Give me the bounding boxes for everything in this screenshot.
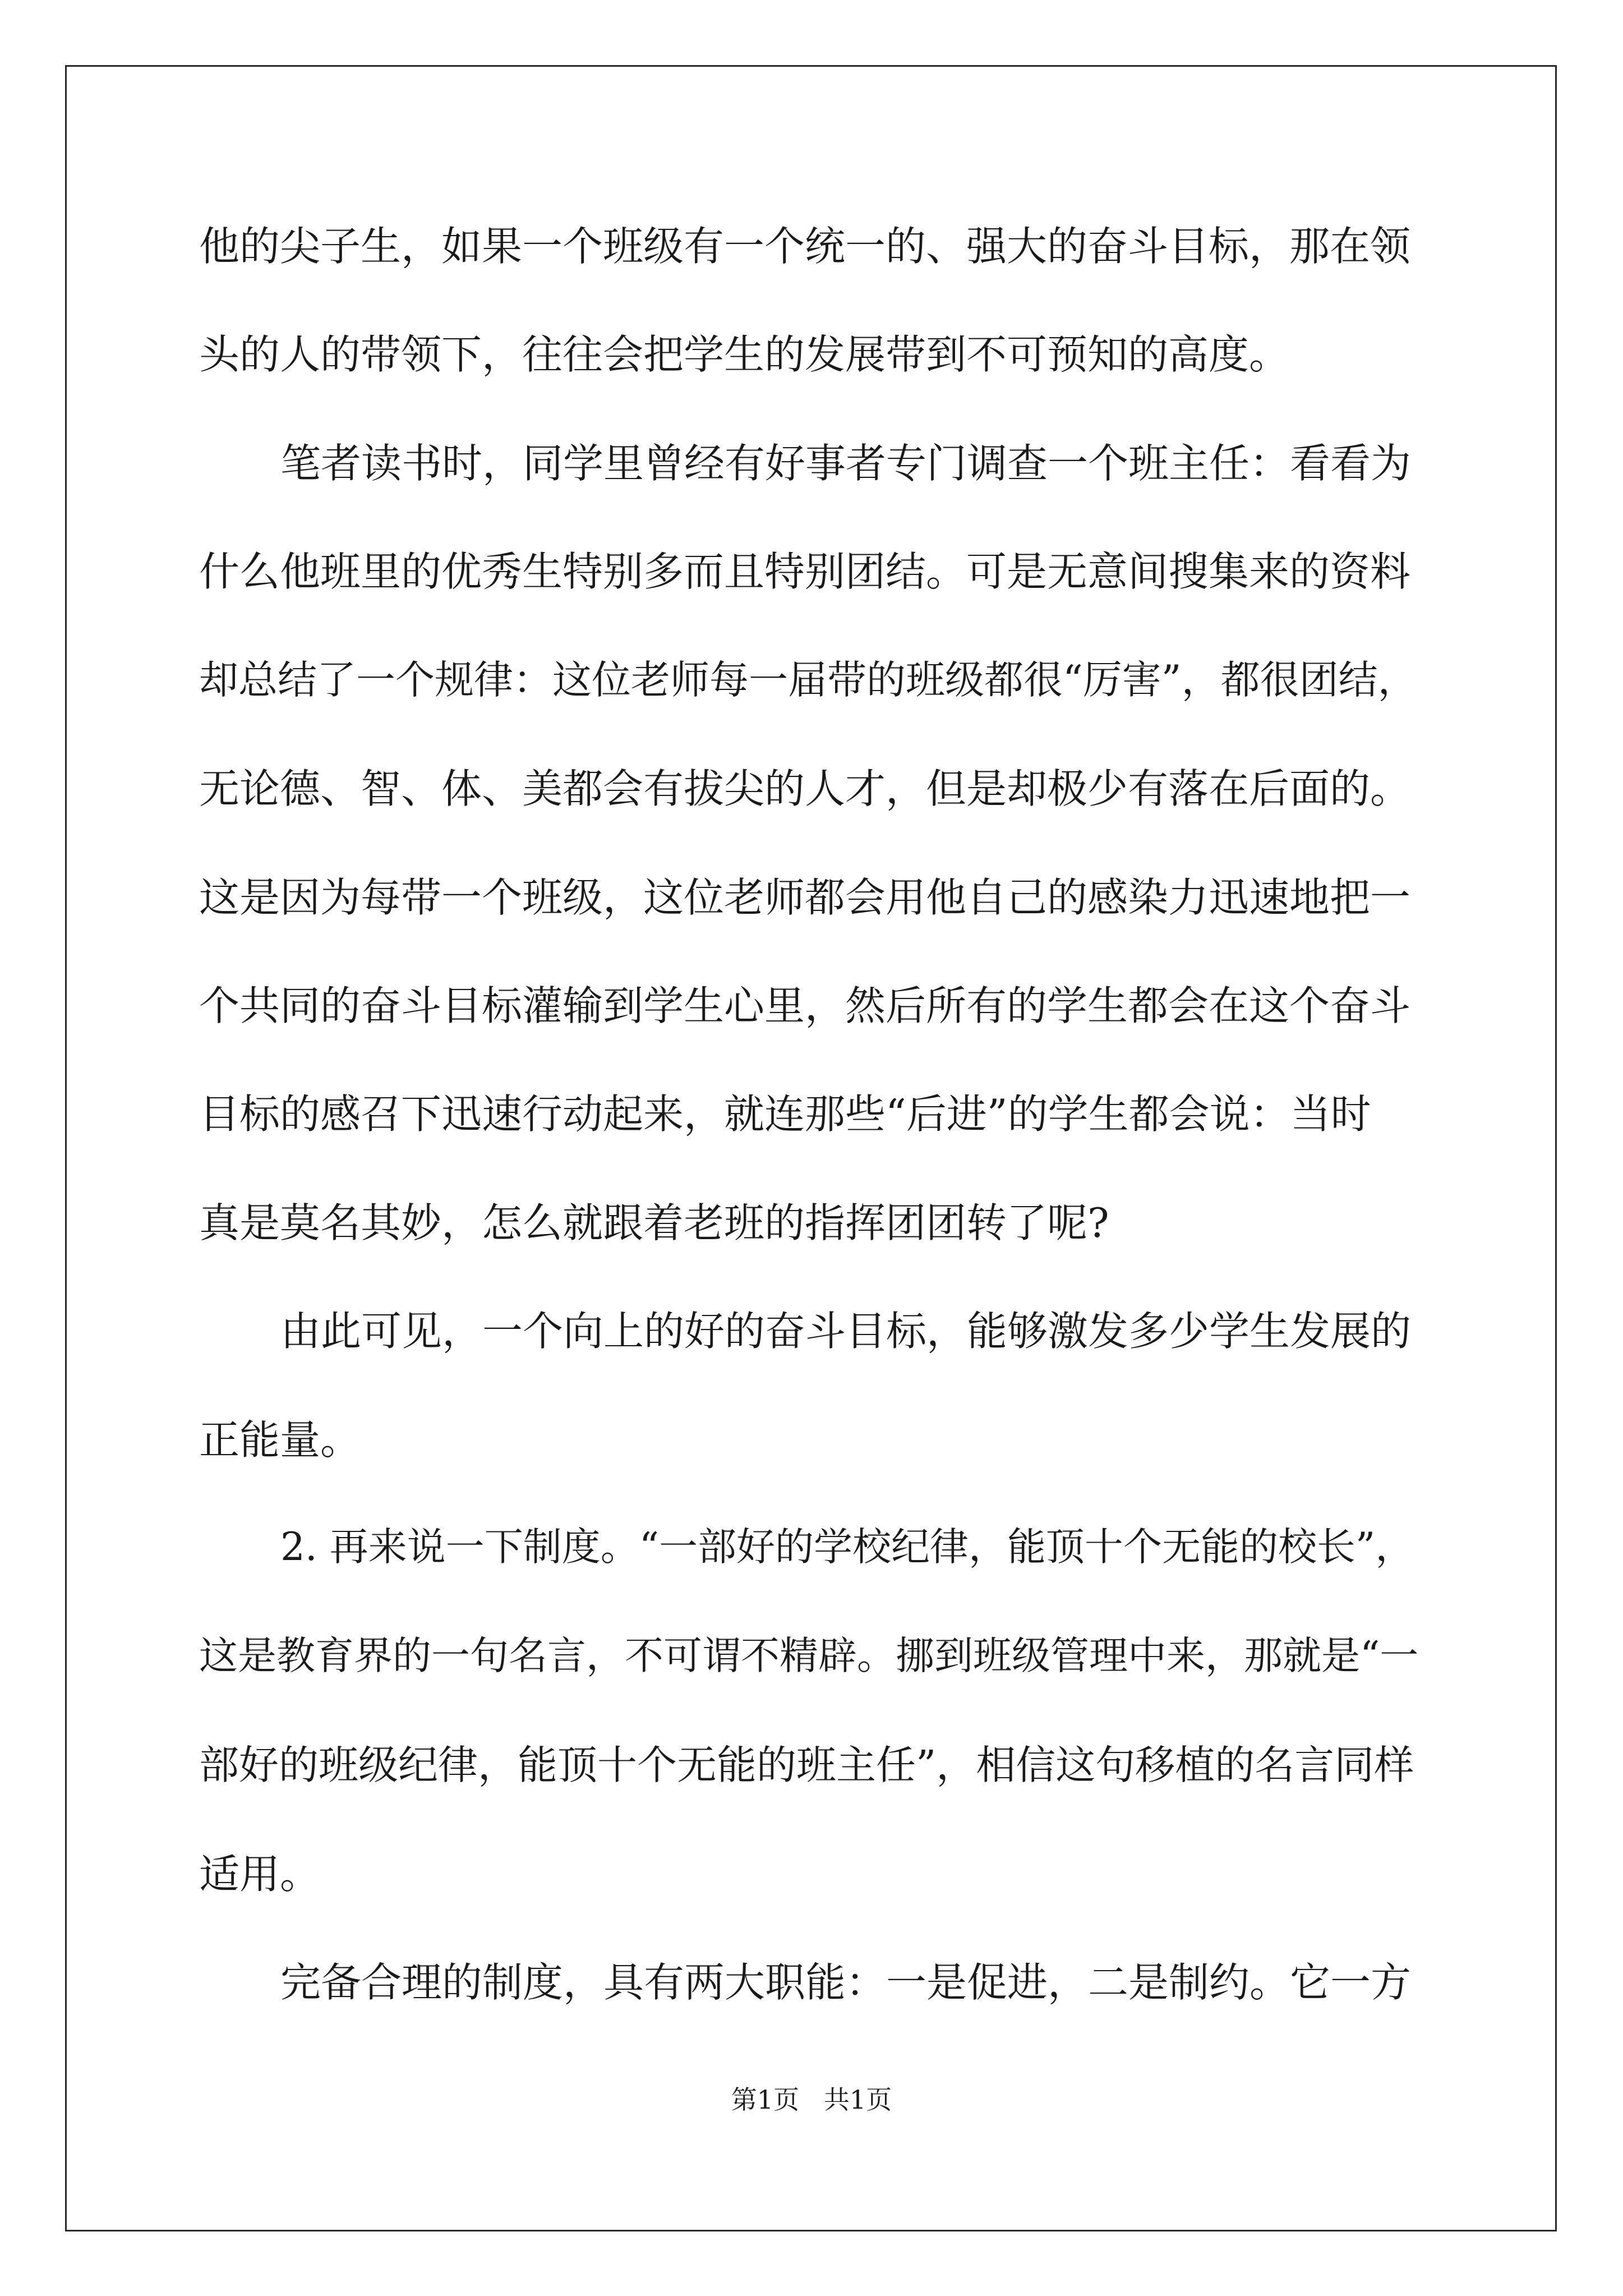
text-line: 这是教育界的一句名言，不可谓不精辟。挪到班级管理中来，那就是“一 bbox=[199, 1634, 1419, 1678]
text-line: 真是莫名其妙，怎么就跟着老班的指挥团团转了呢? bbox=[199, 1199, 1109, 1246]
text-line: 他的尖子生，如果一个班级有一个统一的、强大的奋斗目标，那在领 bbox=[199, 223, 1411, 270]
text-line: 目标的感召下迅速行动起来，就连那些“后进”的学生都会说：当时 bbox=[199, 1091, 1371, 1138]
text-line: 什么他班里的优秀生特别多而且特别团结。可是无意间搜集来的资料 bbox=[199, 548, 1411, 595]
text-line: 部好的班级纪律，能顶十个无能的班主任”，相信这句移植的名言同样 bbox=[199, 1742, 1414, 1788]
text-line: 个共同的奋斗目标灌输到学生心里，然后所有的学生都会在这个奋斗 bbox=[199, 982, 1411, 1029]
text-line: 适用。 bbox=[199, 1851, 321, 1898]
text-line: 2. 再来说一下制度。“一部好的学校纪律，能顶十个无能的校长”， bbox=[280, 1525, 1414, 1570]
page-border bbox=[65, 65, 1557, 2231]
text-line: 头的人的带领下，往往会把学生的发展带到不可预知的高度。 bbox=[199, 331, 1290, 378]
text-line: 正能量。 bbox=[199, 1416, 361, 1464]
text-line: 笔者读书时，同学里曾经有好事者专门调查一个班主任：看看为 bbox=[280, 440, 1412, 487]
text-line: 却总结了一个规律：这位老师每一届带的班级都很“厉害”，都很团结， bbox=[199, 657, 1417, 703]
text-line: 完备合理的制度，具有两大职能：一是促进，二是制约。它一方 bbox=[280, 1959, 1412, 2006]
page-footer: 第1页 共1页 bbox=[731, 2085, 892, 2115]
text-line: 这是因为每带一个班级，这位老师都会用他自己的感染力迅速地把一 bbox=[199, 874, 1411, 921]
text-line: 由此可见，一个向上的好的奋斗目标，能够激发多少学生发展的 bbox=[280, 1308, 1412, 1355]
text-line: 无论德、智、体、美都会有拔尖的人才，但是却极少有落在后面的。 bbox=[199, 765, 1411, 812]
